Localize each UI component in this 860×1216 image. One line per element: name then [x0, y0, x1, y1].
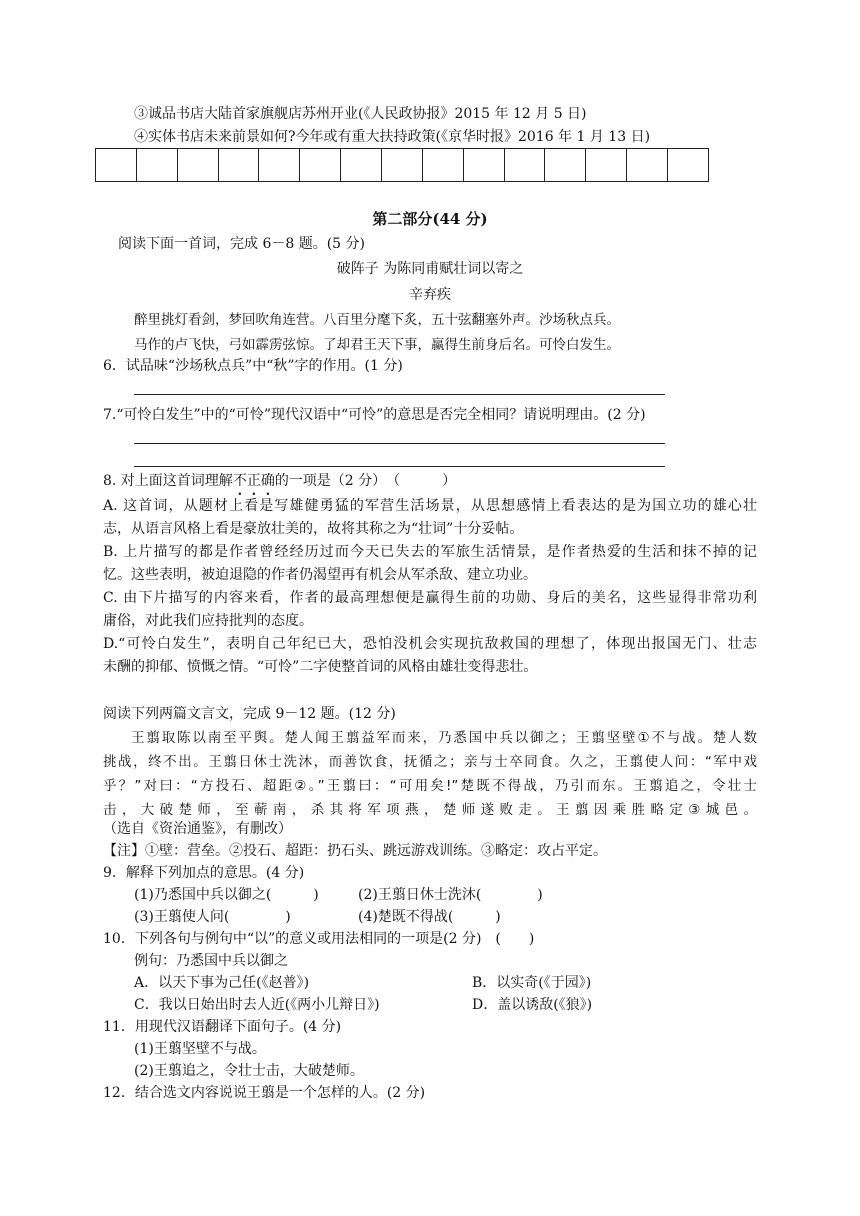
- poem-intro: 阅读下面一首词，完成 6－8 题。(5 分): [118, 236, 365, 252]
- answer-grid-cell[interactable]: [299, 148, 340, 182]
- option-8d-line-2: 未酬的抑郁、愤慨之情。“可怜”二字使整首词的风格由雄壮变得悲壮。: [103, 659, 538, 675]
- question-9: 9．解释下列加点的意思。(4 分): [103, 865, 305, 881]
- poem-title: 破阵子 为陈同甫赋壮词以寄之: [336, 261, 524, 277]
- question-10-example: 例句：乃悉国中兵以御之: [134, 953, 288, 969]
- answer-grid-cell[interactable]: [340, 148, 381, 182]
- question-10: 10．下列各句与例句中“以”的意义或用法相同的一项是(2 分) ( ): [103, 931, 535, 947]
- question-9-item-1: (1)乃悉国中兵以御之( ): [134, 887, 319, 903]
- answer-grid-cell[interactable]: [258, 148, 299, 182]
- option-8a-line-2: 志，从语言风格上看是豪放壮美的，故将其称之为“壮词”十分妥帖。: [103, 521, 524, 537]
- question-6: 6．试品味“沙场秋点兵”中“秋”字的作用。(1 分): [103, 358, 403, 374]
- poem-line-1: 醉里挑灯看剑，梦回吹角连营。八百里分麾下炙，五十弦翻塞外声。沙场秋点兵。: [134, 312, 620, 328]
- question-7: 7.“可怜白发生”中的“可怜”现代汉语中“可怜”的意思是否完全相同？请说明理由。(2 分): [103, 407, 646, 423]
- answer-grid-cell[interactable]: [667, 148, 709, 182]
- question-8-pre: 8. 对上面这首词理解: [103, 473, 233, 489]
- question-11: 11．用现代汉语翻译下面句子。(4 分): [103, 1019, 342, 1035]
- option-8b-line-1: B. 上片描写的都是作者曾经经历过而今天已失去的军旅生活情景，是作者热爱的生活和抹不掉的记: [103, 544, 757, 560]
- dotted-char-3: 确: [260, 473, 275, 489]
- answer-grid-cell[interactable]: [626, 148, 667, 182]
- answer-grid-cell[interactable]: [95, 148, 136, 182]
- question-12: 12．结合选文内容说说王翦是一个怎样的人。(2 分): [103, 1085, 426, 1101]
- answer-grid[interactable]: [95, 148, 709, 182]
- question-10-option-c: C．我以日始出时去人近(《两小儿辩日》): [134, 997, 380, 1013]
- question-10-option-a: A．以天下事为己任(《赵普》): [134, 975, 310, 991]
- classical-intro: 阅读下列两篇文言文，完成 9－12 题。(12 分): [103, 706, 396, 722]
- option-8a-line-1: A. 这首词，从题材上看是写雄健勇猛的军营生活场景，从思想感情上看表达的是为国立功的雄心壮: [103, 498, 757, 514]
- question-8-post: 的一项是（2 分） （ ）: [274, 473, 457, 489]
- dotted-char-1: 不: [232, 473, 247, 489]
- classical-text-line-4: 击，大破楚师，至蕲南，杀其将军项燕，楚师遂败走。王翦因乘胜略定③城邑。: [103, 802, 757, 818]
- answer-grid-cell[interactable]: [381, 148, 422, 182]
- answer-grid-cell[interactable]: [422, 148, 463, 182]
- dotted-char-2: 正: [246, 473, 261, 489]
- answer-line-6[interactable]: [134, 394, 665, 395]
- classical-note: 【注】①壁：营垒。②投石、超距：扔石头、跳远游戏训练。③略定：攻占平定。: [103, 843, 607, 859]
- classical-text-line-3: 乎？”对曰：“方投石、超距②。”王翦曰：“可用矣!”楚既不得战，乃引而东。王翦追之，令壮士: [103, 778, 757, 794]
- answer-line-7a[interactable]: [134, 443, 665, 444]
- classical-text-line-2: 挑战，终不出。王翦日休士洗沐，而善饮食，抚循之；亲与士卒同食。久之，王翦使人问：“军中戏: [103, 754, 757, 770]
- answer-grid-cell[interactable]: [544, 148, 585, 182]
- news-item-3: ③诚品书店大陆首家旗舰店苏州开业(《人民政协报》2015 年 12 月 5 日): [134, 106, 587, 122]
- section-title: 第二部分(44 分): [372, 210, 488, 228]
- poem-author: 辛弃疾: [409, 287, 451, 303]
- news-item-4: ④实体书店未来前景如何?今年或有重大扶持政策(《京华时报》2016 年 1 月 13 日): [134, 129, 651, 145]
- answer-grid-cell[interactable]: [463, 148, 504, 182]
- question-8: [103, 470, 456, 492]
- question-9-item-4: (4)楚既不得战( ): [358, 909, 501, 925]
- question-9-item-2: (2)王翦日休士洗沐( ): [358, 887, 543, 903]
- answer-grid-cell[interactable]: [504, 148, 545, 182]
- question-10-option-d: D．盖以诱敌(《狼》): [472, 997, 593, 1013]
- answer-grid-cell[interactable]: [136, 148, 177, 182]
- option-8c-line-2: 庸俗，对此我们应持批判的态度。: [103, 613, 313, 629]
- option-8b-line-2: 忆。这些表明，被迫退隐的作者仍渴望再有机会从军杀敌、建立功业。: [103, 567, 537, 583]
- option-8c-line-1: C. 由下片描写的内容来看，作者的最高理想便是赢得生前的功勋、身后的美名，这些显得非常功利: [103, 590, 757, 606]
- classical-text-line-1: 王翦取陈以南至平舆。楚人闻王翦益军而来，乃悉国中兵以御之；王翦坚壁①不与战。楚人数: [131, 730, 757, 746]
- answer-grid-cell[interactable]: [177, 148, 218, 182]
- answer-grid-cell[interactable]: [585, 148, 626, 182]
- answer-line-7b[interactable]: [134, 466, 665, 467]
- poem-line-2: 马作的卢飞快，弓如霹雳弦惊。了却君王天下事，赢得生前身后名。可怜白发生。: [134, 337, 620, 353]
- classical-source: （选自《资治通鉴》，有删改）: [103, 821, 292, 837]
- answer-grid-cell[interactable]: [218, 148, 259, 182]
- question-9-item-3: (3)王翦使人问( ): [134, 909, 291, 925]
- question-10-option-b: B．以实奇(《于园》): [472, 975, 592, 991]
- question-11-sentence-1: (1)王翦坚壁不与战。: [134, 1041, 266, 1057]
- question-11-sentence-2: (2)王翦追之，令壮士击，大破楚师。: [134, 1063, 364, 1079]
- option-8d-line-1: D.“可怜白发生”，表明自己年纪已大，恐怕没机会实现抗敌救国的理想了，体现出报国无门、壮志: [103, 636, 757, 652]
